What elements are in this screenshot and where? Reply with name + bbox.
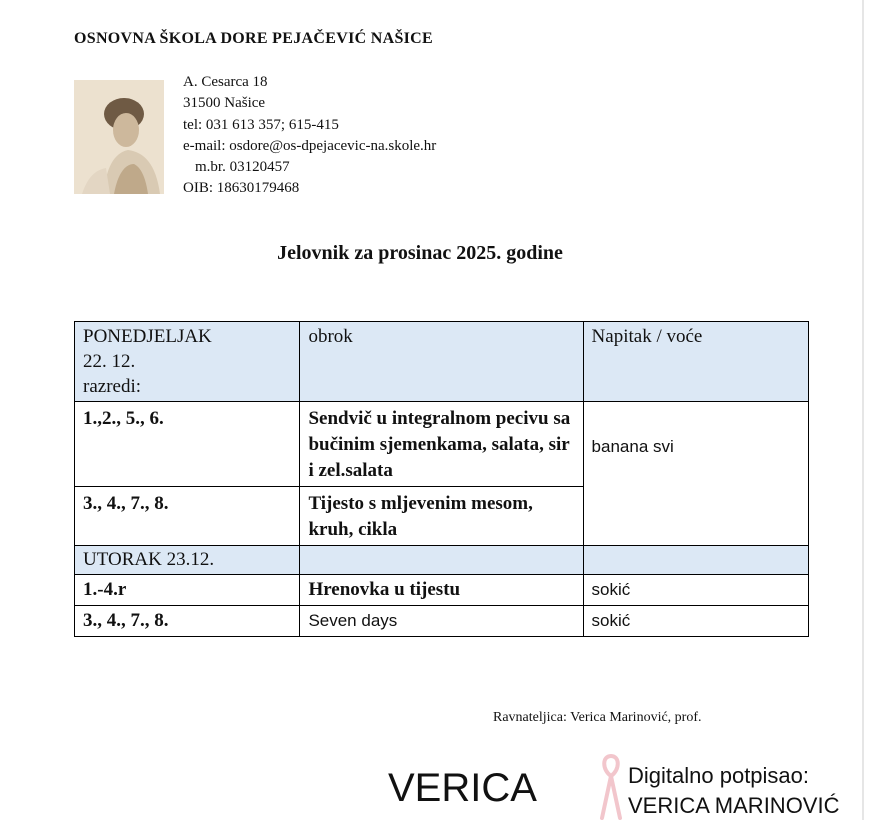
address-email: e-mail: osdore@os-dpejacevic-na.skole.hr bbox=[183, 137, 437, 154]
signature-ribbon-icon bbox=[598, 752, 624, 820]
address-oib: OIB: 18630179468 bbox=[183, 180, 300, 197]
day2-row bbox=[75, 546, 809, 575]
day2-empty-meal bbox=[300, 546, 583, 575]
meal-cell: Seven days bbox=[300, 606, 583, 637]
meal-cell: Hrenovka u tijestu bbox=[300, 575, 583, 606]
day2-cell: UTORAK 23.12. bbox=[75, 546, 300, 575]
table-row bbox=[75, 575, 809, 606]
table-row bbox=[75, 606, 809, 637]
table-row bbox=[75, 402, 809, 487]
classes-cell: 1.-4.r bbox=[75, 575, 300, 606]
drink-cell: sokić bbox=[583, 575, 808, 606]
address-phone: tel: 031 613 357; 615-415 bbox=[183, 116, 339, 133]
menu-table bbox=[74, 321, 809, 637]
classes-cell: 1.,2., 5., 6. bbox=[75, 402, 300, 487]
school-address bbox=[183, 72, 436, 200]
day1-classes-label: razredi: bbox=[83, 376, 142, 397]
day1-cell bbox=[75, 322, 300, 402]
classes-cell: 3., 4., 7., 8. bbox=[75, 606, 300, 637]
signed-label: Digitalno potpisao: bbox=[628, 763, 810, 788]
day1-name: PONEDJELJAK bbox=[83, 326, 212, 347]
digital-signature bbox=[628, 761, 839, 821]
table-header-row bbox=[75, 322, 809, 402]
day2-empty-drink bbox=[583, 546, 808, 575]
menu-title: Jelovnik za prosinac 2025. godine bbox=[277, 242, 563, 264]
signed-name: VERICA MARINOVIĆ bbox=[628, 793, 840, 818]
address-city: 31500 Našice bbox=[183, 95, 266, 112]
meal-cell: Sendvič u integralnom pecivu sa bučinim sjemenkama, salata, sir i zel.salata bbox=[300, 402, 583, 487]
school-name: OSNOVNA ŠKOLA DORE PEJAČEVIĆ NAŠICE bbox=[74, 30, 434, 47]
portrait-image bbox=[74, 80, 164, 194]
day1-date: 22. 12. bbox=[83, 351, 136, 372]
address-mbr: m.br. 03120457 bbox=[195, 159, 290, 176]
page-edge bbox=[862, 0, 864, 820]
drink-cell: sokić bbox=[583, 606, 808, 637]
drink-cell: banana svi bbox=[583, 402, 808, 546]
classes-cell: 3., 4., 7., 8. bbox=[75, 487, 300, 546]
meal-header: obrok bbox=[300, 322, 583, 402]
principal-line: Ravnateljica: Verica Marinović, prof. bbox=[493, 710, 702, 725]
drink-header: Napitak / voće bbox=[583, 322, 808, 402]
signature-name-large: VERICA bbox=[388, 766, 537, 810]
address-street: A. Cesarca 18 bbox=[183, 74, 268, 90]
meal-cell: Tijesto s mljevenim mesom, kruh, cikla bbox=[300, 487, 583, 546]
